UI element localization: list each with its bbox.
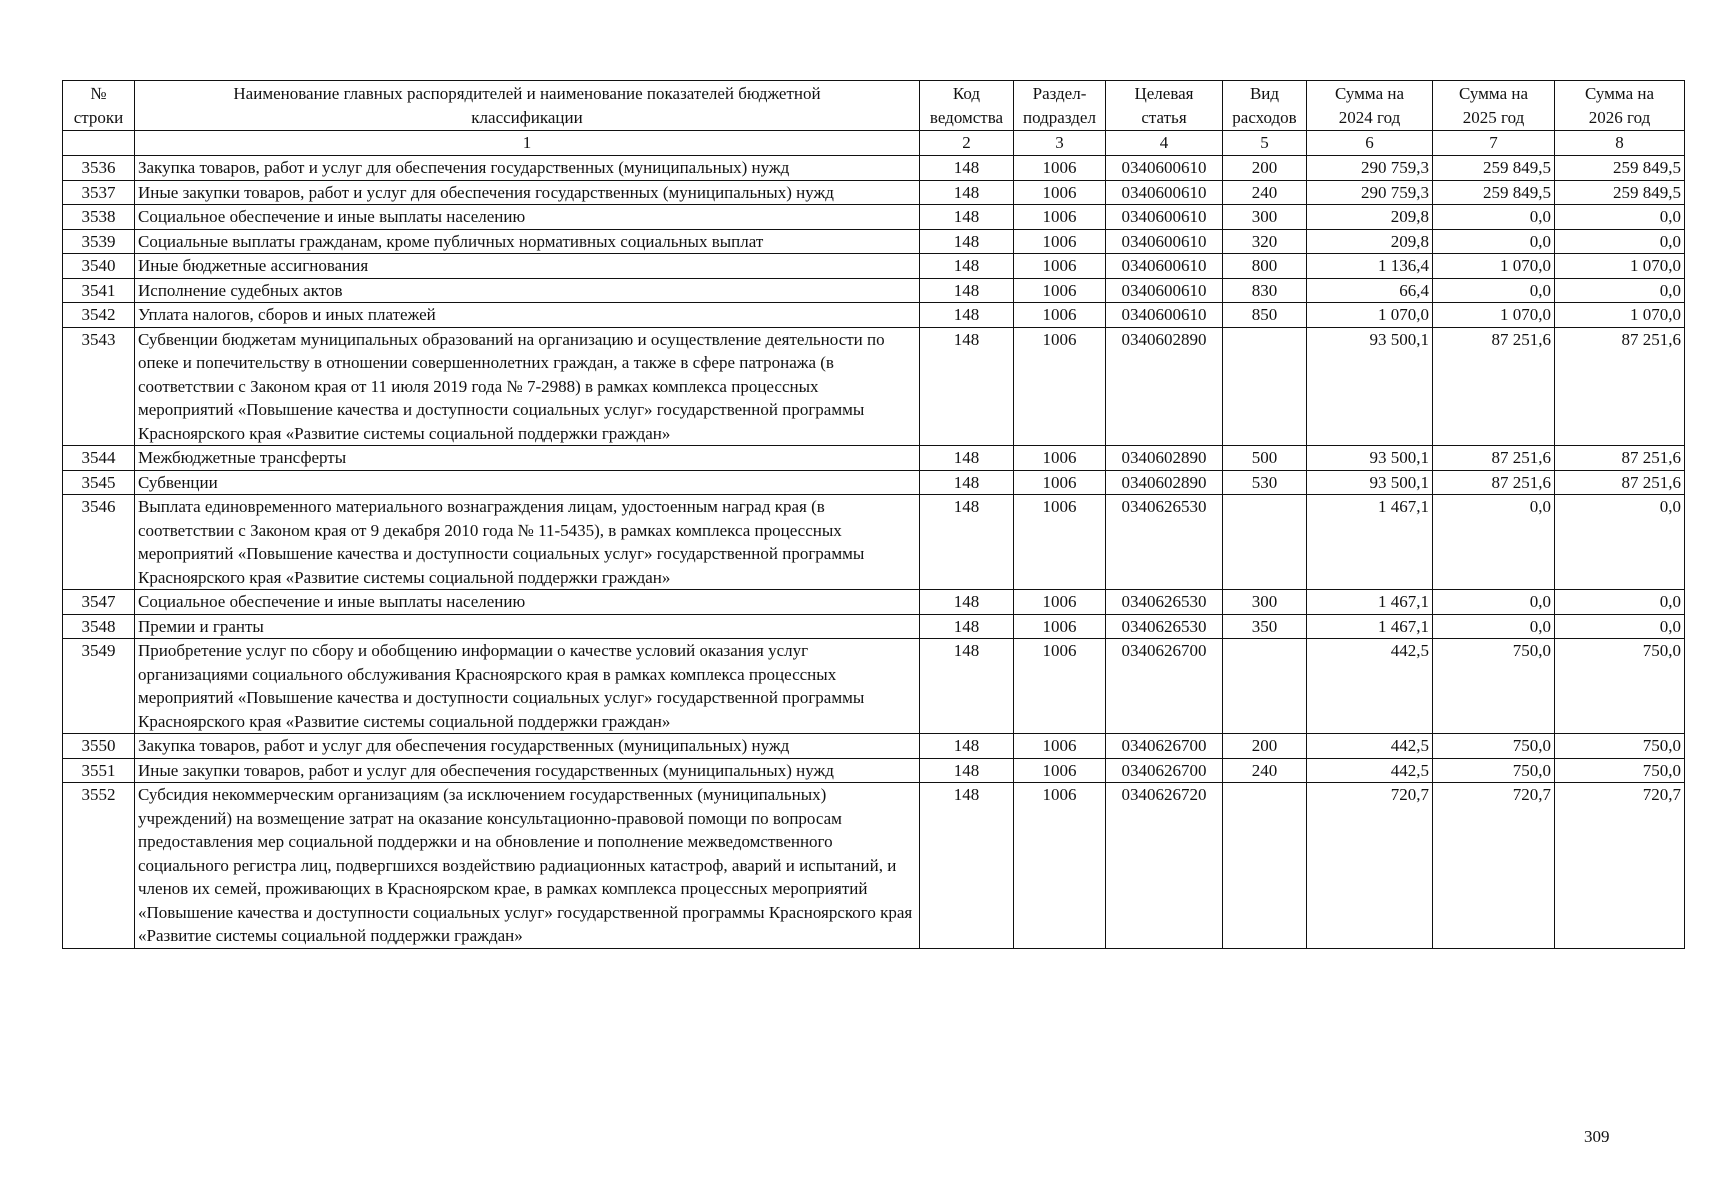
row-sum-2026: 750,0 (1555, 758, 1685, 783)
row-sum-2026: 259 849,5 (1555, 180, 1685, 205)
table-row (63, 614, 1685, 639)
column-number: 2 (920, 131, 1014, 156)
row-section-code: 1006 (1014, 734, 1106, 759)
row-expense-type: 320 (1223, 229, 1307, 254)
row-name: Закупка товаров, работ и услуг для обеспечения государственных (муниципальных) нужд (135, 734, 920, 759)
row-sum-2026: 750,0 (1555, 734, 1685, 759)
row-section-code: 1006 (1014, 470, 1106, 495)
row-number: 3551 (63, 758, 135, 783)
row-expense-type: 200 (1223, 734, 1307, 759)
table-row (63, 758, 1685, 783)
table-row (63, 180, 1685, 205)
row-section-code: 1006 (1014, 614, 1106, 639)
row-sum-2024: 66,4 (1307, 278, 1433, 303)
row-section-code: 1006 (1014, 205, 1106, 230)
row-expense-type: 500 (1223, 446, 1307, 471)
row-sum-2025: 0,0 (1433, 495, 1555, 590)
row-sum-2024: 93 500,1 (1307, 327, 1433, 446)
row-sum-2025: 0,0 (1433, 278, 1555, 303)
row-target-code: 0340626530 (1106, 495, 1223, 590)
row-dept-code: 148 (920, 303, 1014, 328)
row-number: 3542 (63, 303, 135, 328)
column-number: 3 (1014, 131, 1106, 156)
row-number: 3547 (63, 590, 135, 615)
row-number: 3540 (63, 254, 135, 279)
row-name: Приобретение услуг по сбору и обобщению информации о качестве условий оказания услуг организациями социального обслуживания Красноярского края в рамках комплекса процессных мероприятий «Повышение качества и доступности социальных услуг» государственной программы Красноярского края «Развитие системы социальной поддержки граждан» (135, 639, 920, 734)
row-dept-code: 148 (920, 205, 1014, 230)
row-dept-code: 148 (920, 495, 1014, 590)
row-sum-2024: 1 467,1 (1307, 495, 1433, 590)
column-number: 4 (1106, 131, 1223, 156)
row-section-code: 1006 (1014, 229, 1106, 254)
row-number: 3538 (63, 205, 135, 230)
header-2026: Сумма на 2026 год (1555, 81, 1685, 131)
row-target-code: 0340626700 (1106, 639, 1223, 734)
row-number: 3544 (63, 446, 135, 471)
row-name: Исполнение судебных актов (135, 278, 920, 303)
table-row (63, 446, 1685, 471)
column-number: 1 (135, 131, 920, 156)
row-sum-2025: 750,0 (1433, 758, 1555, 783)
table-row (63, 470, 1685, 495)
row-name: Иные бюджетные ассигнования (135, 254, 920, 279)
row-target-code: 0340602890 (1106, 446, 1223, 471)
row-name: Социальное обеспечение и иные выплаты населению (135, 205, 920, 230)
header-dept: Код ведомства (920, 81, 1014, 131)
row-name: Иные закупки товаров, работ и услуг для обеспечения государственных (муниципальных) нужд (135, 758, 920, 783)
row-number: 3543 (63, 327, 135, 446)
table-row (63, 156, 1685, 181)
table-row (63, 205, 1685, 230)
row-section-code: 1006 (1014, 639, 1106, 734)
budget-table (62, 80, 1685, 949)
row-name: Социальное обеспечение и иные выплаты населению (135, 590, 920, 615)
row-target-code: 0340602890 (1106, 327, 1223, 446)
row-target-code: 0340626700 (1106, 758, 1223, 783)
row-target-code: 0340626720 (1106, 783, 1223, 949)
row-number: 3537 (63, 180, 135, 205)
row-sum-2024: 442,5 (1307, 734, 1433, 759)
row-target-code: 0340600610 (1106, 229, 1223, 254)
header-name: Наименование главных распорядителей и наименование показателей бюджетной классификации (135, 81, 920, 131)
row-name: Межбюджетные трансферты (135, 446, 920, 471)
header-exptype: Вид расходов (1223, 81, 1307, 131)
row-dept-code: 148 (920, 278, 1014, 303)
row-section-code: 1006 (1014, 278, 1106, 303)
row-sum-2026: 87 251,6 (1555, 470, 1685, 495)
row-sum-2026: 87 251,6 (1555, 327, 1685, 446)
page-number: 309 (1584, 1127, 1610, 1146)
row-sum-2024: 442,5 (1307, 639, 1433, 734)
row-expense-type: 200 (1223, 156, 1307, 181)
row-sum-2024: 290 759,3 (1307, 156, 1433, 181)
row-sum-2024: 720,7 (1307, 783, 1433, 949)
table-header (63, 81, 1685, 156)
row-dept-code: 148 (920, 758, 1014, 783)
row-section-code: 1006 (1014, 180, 1106, 205)
row-target-code: 0340600610 (1106, 303, 1223, 328)
table-row (63, 229, 1685, 254)
row-target-code: 0340600610 (1106, 254, 1223, 279)
row-number: 3548 (63, 614, 135, 639)
row-expense-type: 240 (1223, 180, 1307, 205)
row-name: Социальные выплаты гражданам, кроме публичных нормативных социальных выплат (135, 229, 920, 254)
row-sum-2026: 0,0 (1555, 229, 1685, 254)
row-section-code: 1006 (1014, 156, 1106, 181)
row-name: Премии и гранты (135, 614, 920, 639)
row-dept-code: 148 (920, 614, 1014, 639)
row-sum-2026: 0,0 (1555, 495, 1685, 590)
row-sum-2026: 1 070,0 (1555, 254, 1685, 279)
row-dept-code: 148 (920, 783, 1014, 949)
column-number: 5 (1223, 131, 1307, 156)
row-sum-2025: 750,0 (1433, 639, 1555, 734)
row-target-code: 0340626700 (1106, 734, 1223, 759)
row-dept-code: 148 (920, 734, 1014, 759)
row-sum-2025: 87 251,6 (1433, 446, 1555, 471)
row-name: Субвенции (135, 470, 920, 495)
row-name: Уплата налогов, сборов и иных платежей (135, 303, 920, 328)
row-expense-type (1223, 495, 1307, 590)
table-row (63, 278, 1685, 303)
row-dept-code: 148 (920, 446, 1014, 471)
row-sum-2026: 87 251,6 (1555, 446, 1685, 471)
row-section-code: 1006 (1014, 495, 1106, 590)
row-number: 3545 (63, 470, 135, 495)
row-number: 3541 (63, 278, 135, 303)
row-sum-2024: 1 136,4 (1307, 254, 1433, 279)
row-sum-2026: 720,7 (1555, 783, 1685, 949)
row-sum-2024: 1 467,1 (1307, 590, 1433, 615)
row-sum-2025: 87 251,6 (1433, 327, 1555, 446)
row-expense-type (1223, 783, 1307, 949)
table-row (63, 783, 1685, 949)
row-expense-type: 300 (1223, 205, 1307, 230)
row-section-code: 1006 (1014, 758, 1106, 783)
row-target-code: 0340600610 (1106, 180, 1223, 205)
row-section-code: 1006 (1014, 783, 1106, 949)
row-name: Иные закупки товаров, работ и услуг для обеспечения государственных (муниципальных) нужд (135, 180, 920, 205)
row-sum-2025: 1 070,0 (1433, 254, 1555, 279)
row-expense-type: 530 (1223, 470, 1307, 495)
row-expense-type: 240 (1223, 758, 1307, 783)
row-sum-2026: 0,0 (1555, 205, 1685, 230)
row-expense-type: 350 (1223, 614, 1307, 639)
row-dept-code: 148 (920, 470, 1014, 495)
row-sum-2026: 259 849,5 (1555, 156, 1685, 181)
row-section-code: 1006 (1014, 254, 1106, 279)
column-number-row (63, 131, 1685, 156)
row-section-code: 1006 (1014, 303, 1106, 328)
row-sum-2025: 750,0 (1433, 734, 1555, 759)
row-sum-2026: 0,0 (1555, 590, 1685, 615)
row-expense-type: 800 (1223, 254, 1307, 279)
row-dept-code: 148 (920, 590, 1014, 615)
table-body (63, 156, 1685, 949)
row-dept-code: 148 (920, 180, 1014, 205)
row-sum-2026: 0,0 (1555, 614, 1685, 639)
header-2025: Сумма на 2025 год (1433, 81, 1555, 131)
row-expense-type: 300 (1223, 590, 1307, 615)
row-number: 3546 (63, 495, 135, 590)
table-row (63, 590, 1685, 615)
row-sum-2024: 442,5 (1307, 758, 1433, 783)
row-sum-2024: 93 500,1 (1307, 470, 1433, 495)
row-expense-type (1223, 327, 1307, 446)
row-sum-2025: 259 849,5 (1433, 156, 1555, 181)
row-section-code: 1006 (1014, 327, 1106, 446)
row-section-code: 1006 (1014, 446, 1106, 471)
row-name: Закупка товаров, работ и услуг для обеспечения государственных (муниципальных) нужд (135, 156, 920, 181)
column-number: 8 (1555, 131, 1685, 156)
row-number: 3536 (63, 156, 135, 181)
row-sum-2026: 0,0 (1555, 278, 1685, 303)
table-row (63, 734, 1685, 759)
column-number: 6 (1307, 131, 1433, 156)
header-target: Целевая статья (1106, 81, 1223, 131)
row-target-code: 0340600610 (1106, 156, 1223, 181)
table-row (63, 639, 1685, 734)
row-sum-2025: 720,7 (1433, 783, 1555, 949)
row-name: Выплата единовременного материального вознаграждения лицам, удостоенным наград края (в соответствии с Законом края от 9 декабря 2010 года № 11-5435), в рамках комплекса процессных мероприятий «Повышение качества и доступности социальных услуг» государственной программы Красноярского края «Развитие системы социальной поддержки граждан» (135, 495, 920, 590)
row-dept-code: 148 (920, 229, 1014, 254)
row-sum-2025: 87 251,6 (1433, 470, 1555, 495)
row-number: 3539 (63, 229, 135, 254)
row-sum-2025: 0,0 (1433, 229, 1555, 254)
row-target-code: 0340626530 (1106, 614, 1223, 639)
row-number: 3550 (63, 734, 135, 759)
row-dept-code: 148 (920, 156, 1014, 181)
header-row (63, 81, 1685, 131)
row-expense-type: 830 (1223, 278, 1307, 303)
row-sum-2025: 0,0 (1433, 590, 1555, 615)
row-target-code: 0340600610 (1106, 278, 1223, 303)
table-row (63, 254, 1685, 279)
row-section-code: 1006 (1014, 590, 1106, 615)
row-number: 3549 (63, 639, 135, 734)
row-dept-code: 148 (920, 639, 1014, 734)
row-sum-2024: 209,8 (1307, 205, 1433, 230)
row-sum-2025: 1 070,0 (1433, 303, 1555, 328)
row-expense-type (1223, 639, 1307, 734)
row-expense-type: 850 (1223, 303, 1307, 328)
row-sum-2026: 1 070,0 (1555, 303, 1685, 328)
row-number: 3552 (63, 783, 135, 949)
row-target-code: 0340602890 (1106, 470, 1223, 495)
header-2024: Сумма на 2024 год (1307, 81, 1433, 131)
row-dept-code: 148 (920, 254, 1014, 279)
row-sum-2024: 1 070,0 (1307, 303, 1433, 328)
table-row (63, 495, 1685, 590)
column-number: 7 (1433, 131, 1555, 156)
header-section: Раздел- подраздел (1014, 81, 1106, 131)
row-sum-2024: 93 500,1 (1307, 446, 1433, 471)
row-sum-2024: 209,8 (1307, 229, 1433, 254)
row-sum-2026: 750,0 (1555, 639, 1685, 734)
header-row-no: № строки (63, 81, 135, 131)
row-sum-2024: 290 759,3 (1307, 180, 1433, 205)
row-sum-2024: 1 467,1 (1307, 614, 1433, 639)
row-target-code: 0340626530 (1106, 590, 1223, 615)
row-sum-2025: 259 849,5 (1433, 180, 1555, 205)
row-sum-2025: 0,0 (1433, 614, 1555, 639)
row-target-code: 0340600610 (1106, 205, 1223, 230)
table-row (63, 327, 1685, 446)
row-sum-2025: 0,0 (1433, 205, 1555, 230)
table-row (63, 303, 1685, 328)
column-number (63, 131, 135, 156)
row-name: Субвенции бюджетам муниципальных образований на организацию и осуществление деятельности по опеке и попечительству в отношении совершеннолетних граждан, а также в сфере патронажа (в соответствии с Законом края от 11 июля 2019 года № 7-2988) в рамках комплекса процессных мероприятий «Повышение качества и доступности социальных услуг» государственной программы Красноярского края «Развитие системы социальной поддержки граждан» (135, 327, 920, 446)
row-name: Субсидия некоммерческим организациям (за исключением государственных (муниципальных) учреждений) на возмещение затрат на оказание консультационно-правовой помощи по вопросам предоставления мер социальной поддержки и на обновление и пополнение межведомственного социального регистра лиц, подвергшихся воздействию радиационных катастроф, аварий и испытаний, и членов их семей, проживающих в Красноярском крае, в рамках комплекса процессных мероприятий «Повышение качества и доступности социальных услуг» государственной программы Красноярского края «Развитие системы социальной поддержки граждан» (135, 783, 920, 949)
row-dept-code: 148 (920, 327, 1014, 446)
